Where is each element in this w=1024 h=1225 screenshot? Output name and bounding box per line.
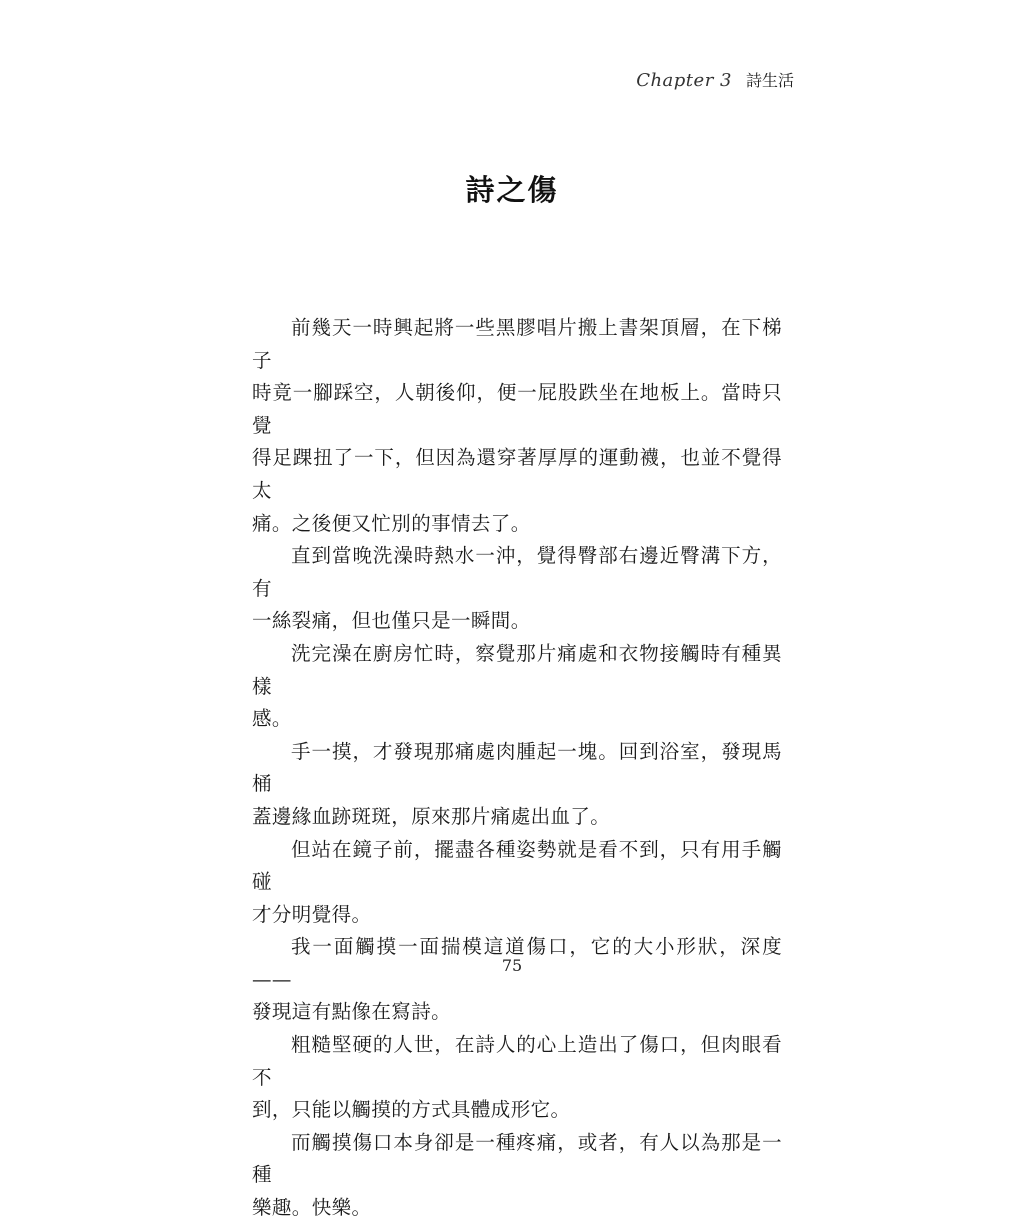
paragraph-2: 直到當晚洗澡時熱水一沖，覺得臀部右邊近臀溝下方，有 一絲裂痛，但也僅只是一瞬間。 — [252, 544, 782, 633]
paragraph-8: 而觸摸傷口本身卻是一種疼痛，或者，有人以為那是一種 樂趣。快樂。 — [252, 1130, 782, 1220]
page-number: 75 — [501, 956, 523, 975]
paragraph-6: 我一面觸摸一面揣模這道傷口，它的大小形狀，深度—— 發現這有點像在寫詩。 — [252, 935, 782, 1024]
running-header — [636, 68, 794, 91]
paragraph-7: 粗糙堅硬的人世，在詩人的心上造出了傷口，但肉眼看不 到，只能以觸摸的方式具體成形它。 — [252, 1033, 782, 1122]
page-title: 詩之傷 — [465, 173, 559, 207]
paragraph-3: 洗完澡在廚房忙時，察覺那片痛處和衣物接觸時有種異樣 感。 — [252, 641, 782, 731]
paragraph-5: 但站在鏡子前，擺盡各種姿勢就是看不到，只有用手觸碰 才分明覺得。 — [252, 837, 782, 926]
section-label: 詩生活 — [745, 71, 794, 90]
body-text — [252, 312, 782, 1225]
chapter-label: Chapter 3 — [636, 70, 732, 91]
paragraph-4: 手一摸，才發現那痛處肉腫起一塊。回到浴室，發現馬桶 蓋邊緣血跡斑斑，原來那片痛處出血了。 — [252, 739, 782, 828]
paragraph-1: 前幾天一時興起將一些黑膠唱片搬上書架頂層，在下梯子 時竟一腳踩空，人朝後仰，便一屁股跌坐在地板上。當時只覺 得足踝扭了一下，但因為還穿著厚厚的運動襪，也並不覺得太 痛。之後便又忙別的事情去了。 — [252, 316, 782, 535]
